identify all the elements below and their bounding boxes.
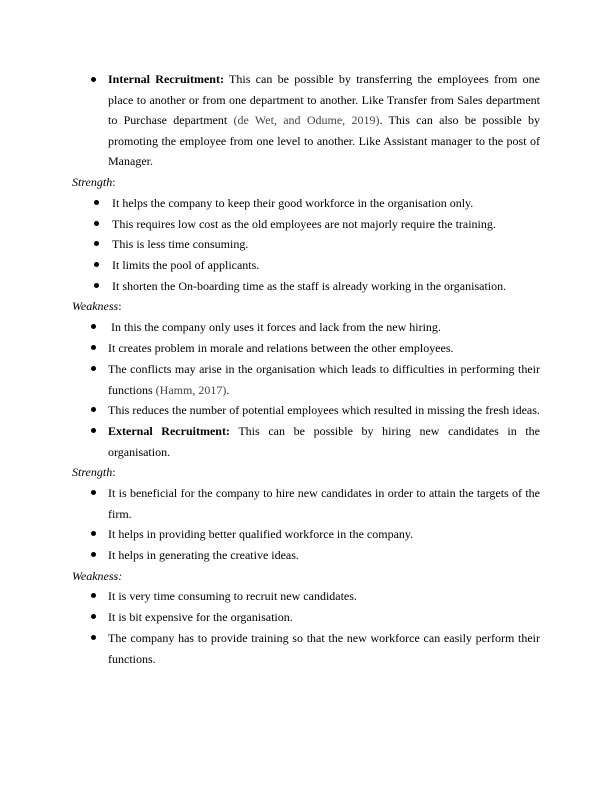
strength-label: Strength: xyxy=(72,465,116,479)
internal-text-a: This can be possible by transferring the employees from one place to another or from one department to another. Like Transfer from Sales department to Purchase department xyxy=(108,72,540,128)
bullet-icon xyxy=(94,283,99,288)
bullet-icon xyxy=(91,552,96,557)
citation: (Hamm, 2017) xyxy=(155,382,227,397)
bullet-icon xyxy=(91,428,96,433)
bullet-icon xyxy=(91,407,96,412)
bullet-icon xyxy=(91,345,96,350)
weakness-label: Weakness: xyxy=(72,299,122,313)
bullet-icon xyxy=(91,614,96,619)
bullet-icon xyxy=(94,221,99,226)
bullet-icon xyxy=(91,593,96,598)
internal-citation: (de Wet, and Odume, 2019) xyxy=(233,113,380,128)
list-item: The company has to provide training so that the new workforce can easily perform their functions. xyxy=(108,631,540,666)
list-item: It is very time consuming to recruit new candidates. xyxy=(108,589,357,603)
external-recruitment-paragraph: External Recruitment: This can be possible by hiring new candidates in the organisation. xyxy=(108,424,540,459)
list-item: This requires low cost as the old employees are not majorly require the training. xyxy=(112,217,496,231)
list-item: In this the company only uses it forces and lack from the new hiring. xyxy=(111,320,441,334)
external-recruitment-heading: External Recruitment: xyxy=(108,424,230,438)
internal-text-b: . This can also be possible by promoting the employee from one level to another. Like Assistant manager to the post of Manager. xyxy=(108,113,540,169)
bullet-icon xyxy=(94,262,99,267)
bullet-icon xyxy=(94,241,99,246)
bullet-icon xyxy=(91,531,96,536)
list-item: It is beneficial for the company to hire new candidates in order to attain the targets of the firm. xyxy=(108,486,540,521)
internal-recruitment-paragraph xyxy=(108,69,540,172)
weakness-label: Weakness: xyxy=(72,569,123,583)
list-item: This is less time consuming. xyxy=(112,237,249,251)
list-item: It helps in providing better qualified workforce in the company. xyxy=(108,527,414,541)
list-item: It limits the pool of applicants. xyxy=(112,258,260,272)
list-item: It helps in generating the creative ideas. xyxy=(108,548,299,562)
list-item: The conflicts may arise in the organisation which leads to difficulties in performing their functions (Hamm, 2017). xyxy=(108,362,540,397)
internal-recruitment-heading: Internal Recruitment: xyxy=(108,72,224,86)
list-item: It creates problem in morale and relations between the other employees. xyxy=(108,341,454,355)
bullet-icon xyxy=(91,635,96,640)
bullet-icon xyxy=(91,366,96,371)
strength-label: Strength: xyxy=(72,175,116,189)
bullet-icon xyxy=(91,324,96,329)
list-item: It helps the company to keep their good workforce in the organisation only. xyxy=(112,196,474,210)
bullet-icon xyxy=(94,200,99,205)
list-item: This reduces the number of potential employees which resulted in missing the fresh ideas. xyxy=(108,403,540,417)
bullet-icon xyxy=(91,490,96,495)
list-item: It shorten the On-boarding time as the staff is already working in the organisation. xyxy=(112,279,507,293)
list-item: It is bit expensive for the organisation. xyxy=(108,610,293,624)
bullet-icon xyxy=(91,77,96,82)
